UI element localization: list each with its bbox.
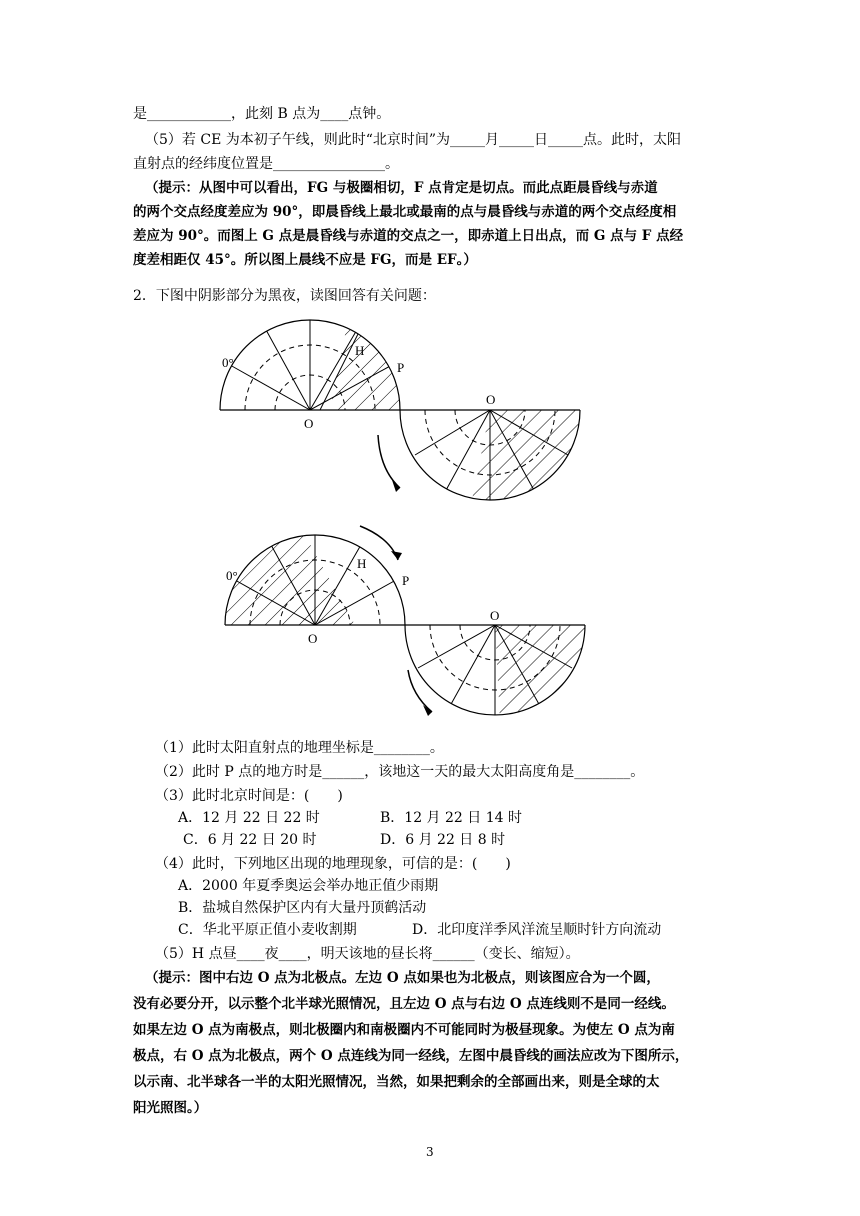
label-zero-deg: 0° [222, 355, 234, 370]
label-p-2: P [402, 573, 410, 588]
option-4b: B．盐城自然保护区内有大量丹顶鹤活动 [178, 900, 427, 916]
label-o-right-2: O [490, 608, 500, 623]
question-5-cont: 直射点的经纬度位置是________________。 [133, 156, 399, 172]
label-o-left: O [304, 416, 314, 431]
hint-1-line-3: 差应为 90°。而图上 G 点是晨昏线与赤道的交点之一，即赤道上日出点，而 G 点与 F 点经 [133, 228, 684, 244]
answer-line-l1: 是____________，此刻 B 点为____点钟。 [133, 106, 391, 122]
sub-question-3: （3）此时北京时间是：( ) [155, 788, 343, 804]
option-3c: C．6 月 22 日 20 时 [183, 832, 317, 848]
sub-question-4: （4）此时，下列地区出现的地理现象，可信的是：( ) [155, 856, 511, 872]
label-h-2: H [357, 556, 367, 571]
option-4d: D．北印度洋季风洋流呈顺时针方向流动 [412, 922, 662, 938]
illumination-figure-top [200, 310, 600, 530]
hint-2-line-5: 以示南、北半球各一半的太阳光照情况，当然，如果把剩余的全部画出来，则是全球的太 [133, 1074, 660, 1090]
hint-2-line-6: 阳光照图。） [133, 1100, 208, 1116]
option-3d: D．6 月 22 日 8 时 [380, 832, 506, 848]
label-o-right: O [486, 392, 496, 407]
label-p: P [397, 360, 405, 375]
option-3a: A．12 月 22 日 22 时 [178, 810, 320, 826]
label-zero-deg-2: 0° [226, 568, 238, 583]
question-2-title: 2．下图中阴影部分为黑夜，读图回答有关问题： [133, 288, 436, 304]
sub-question-1: （1）此时太阳直射点的地理坐标是________。 [155, 740, 444, 756]
hint-1-line-4: 度差相距仅 45°。所以图上晨线不应是 FG，而是 EF。） [133, 252, 477, 268]
sub-question-2: （2）此时 P 点的地方时是______，该地这一天的最大太阳高度角是________。 [155, 764, 645, 780]
option-4c: C．华北平原正值小麦收割期 [178, 922, 357, 938]
hint-2-line-4: 极点，右 O 点为北极点，两个 O 点连线为同一经线，左图中晨昏线的画法应改为下图所示， [133, 1048, 689, 1064]
question-5: （5）若 CE 为本初子午线，则此时“北京时间”为_____月_____日_____点。此时，太阳 [145, 132, 682, 148]
option-4a: A．2000 年夏季奥运会举办地正值少雨期 [178, 878, 439, 894]
option-3b: B．12 月 22 日 14 时 [380, 810, 522, 826]
sub-question-5: （5）H 点昼____夜____，明天该地的昼长将______（变长、缩短）。 [155, 946, 580, 962]
hint-2-line-3: 如果左边 O 点为南极点，则北极圈内和南极圈内不可能同时为极昼现象。为使左 O 点为南 [133, 1022, 675, 1038]
hint-1-line-1: （提示：从图中可以看出，FG 与极圈相切，F 点肯定是切点。而此点距晨昏线与赤道 [145, 180, 658, 196]
illumination-figure-bottom [200, 520, 600, 730]
hint-2-line-2: 没有必要分开，以示整个北半球光照情况，且左边 O 点与右边 O 点连线则不是同一经线。 [133, 996, 675, 1012]
label-h: H [355, 343, 365, 358]
hint-1-line-2: 的两个交点经度差应为 90°，即晨昏线上最北或最南的点与晨昏线与赤道的两个交点经度相 [133, 204, 677, 220]
page-number: 3 [426, 1145, 434, 1159]
label-o-left-2: O [308, 631, 318, 646]
hint-2-line-1: （提示：图中右边 O 点为北极点。左边 O 点如果也为北极点，则该图应合为一个圆， [145, 970, 660, 986]
